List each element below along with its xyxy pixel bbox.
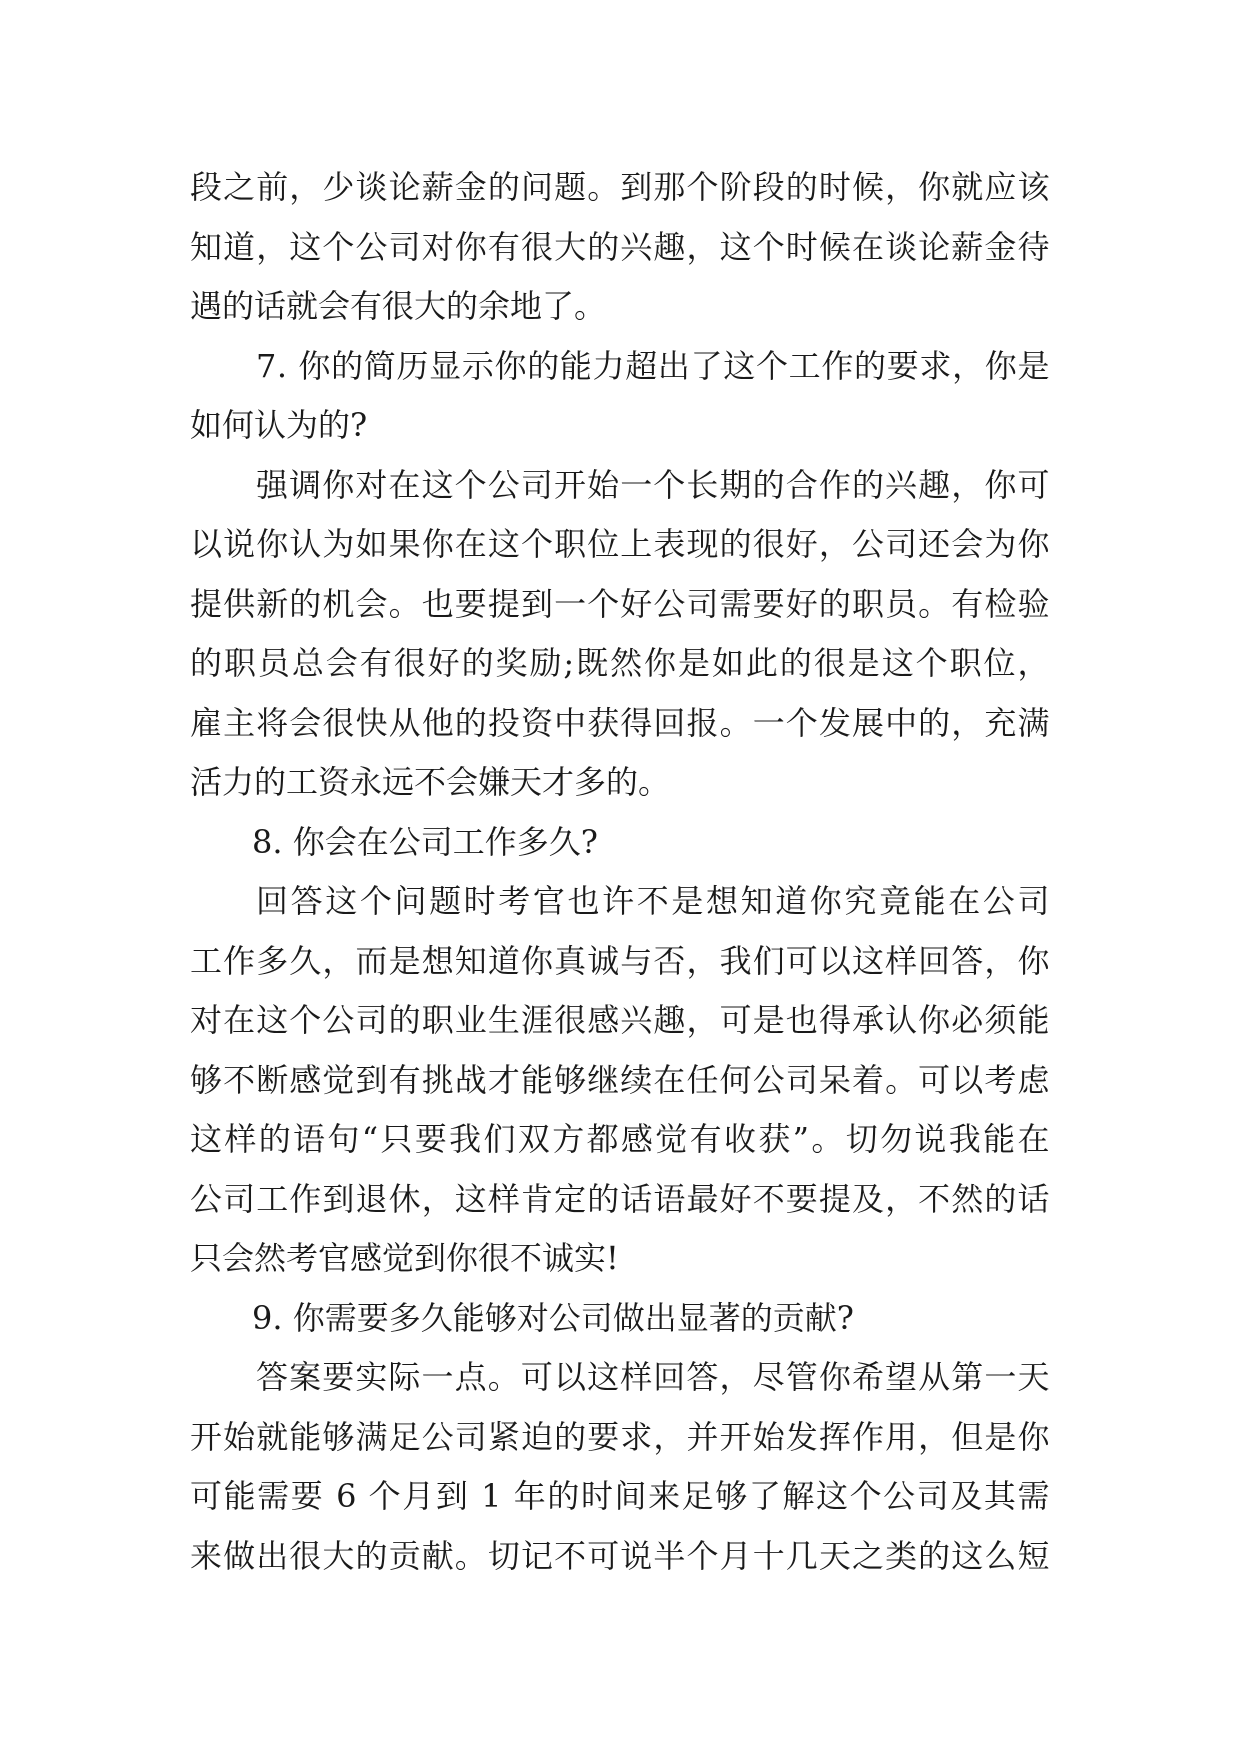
- text-line: 公司工作到退休，这样肯定的话语最好不要提及，不然的话: [190, 1179, 1050, 1218]
- text-line: 强调你对在这个公司开始一个长期的合作的兴趣，你可: [256, 465, 1050, 504]
- text-line: 回答这个问题时考官也许不是想知道你究竟能在公司: [256, 882, 1050, 920]
- text-line: 开始就能够满足公司紧迫的要求，并开始发挥作用，但是你: [190, 1417, 1050, 1456]
- question-heading: 9. 你需要多久能够对公司做出显著的贡献?: [252, 1298, 854, 1337]
- text-line: 的职员总会有很好的奖励;既然你是如此的很是这个职位，: [190, 644, 1050, 682]
- text-line: 活力的工资永远不会嫌天才多的。: [190, 763, 671, 801]
- text-line: 这样的语句“只要我们双方都感觉有收获”。切勿说我能在: [190, 1120, 1050, 1158]
- text-line: 可能需要 6 个月到 1 年的时间来足够了解这个公司及其需: [190, 1477, 1050, 1515]
- text-line: 答案要实际一点。可以这样回答，尽管你希望从第一天: [256, 1358, 1050, 1396]
- document-body: [190, 158, 1050, 1586]
- text-line: 对在这个公司的职业生涯很感兴趣，可是也得承认你必须能: [190, 1001, 1050, 1039]
- question-heading: 8. 你会在公司工作多久?: [252, 822, 598, 861]
- text-line: 知道，这个公司对你有很大的兴趣，这个时候在谈论薪金待: [190, 227, 1050, 266]
- text-line: 以说你认为如果你在这个职位上表现的很好，公司还会为你: [190, 525, 1050, 563]
- text-line: 工作多久，而是想知道你真诚与否，我们可以这样回答，你: [190, 941, 1050, 980]
- text-line: 够不断感觉到有挑战才能够继续在任何公司呆着。可以考虑: [190, 1060, 1050, 1099]
- text-line: 来做出很大的贡献。切记不可说半个月十几天之类的这么短: [190, 1536, 1050, 1575]
- text-line: 只会然考官感觉到你很不诚实!: [190, 1239, 619, 1277]
- text-line: 遇的话就会有很大的余地了。: [190, 287, 607, 325]
- text-line: 雇主将会很快从他的投资中获得回报。一个发展中的，充满: [190, 703, 1050, 742]
- text-line: 段之前，少谈论薪金的问题。到那个阶段的时候，你就应该: [190, 168, 1050, 206]
- text-line: 提供新的机会。也要提到一个好公司需要好的职员。有检验: [190, 584, 1050, 623]
- question-heading-cont: 如何认为的?: [190, 406, 368, 444]
- question-heading: 7. 你的简历显示你的能力超出了这个工作的要求，你是: [256, 346, 1050, 385]
